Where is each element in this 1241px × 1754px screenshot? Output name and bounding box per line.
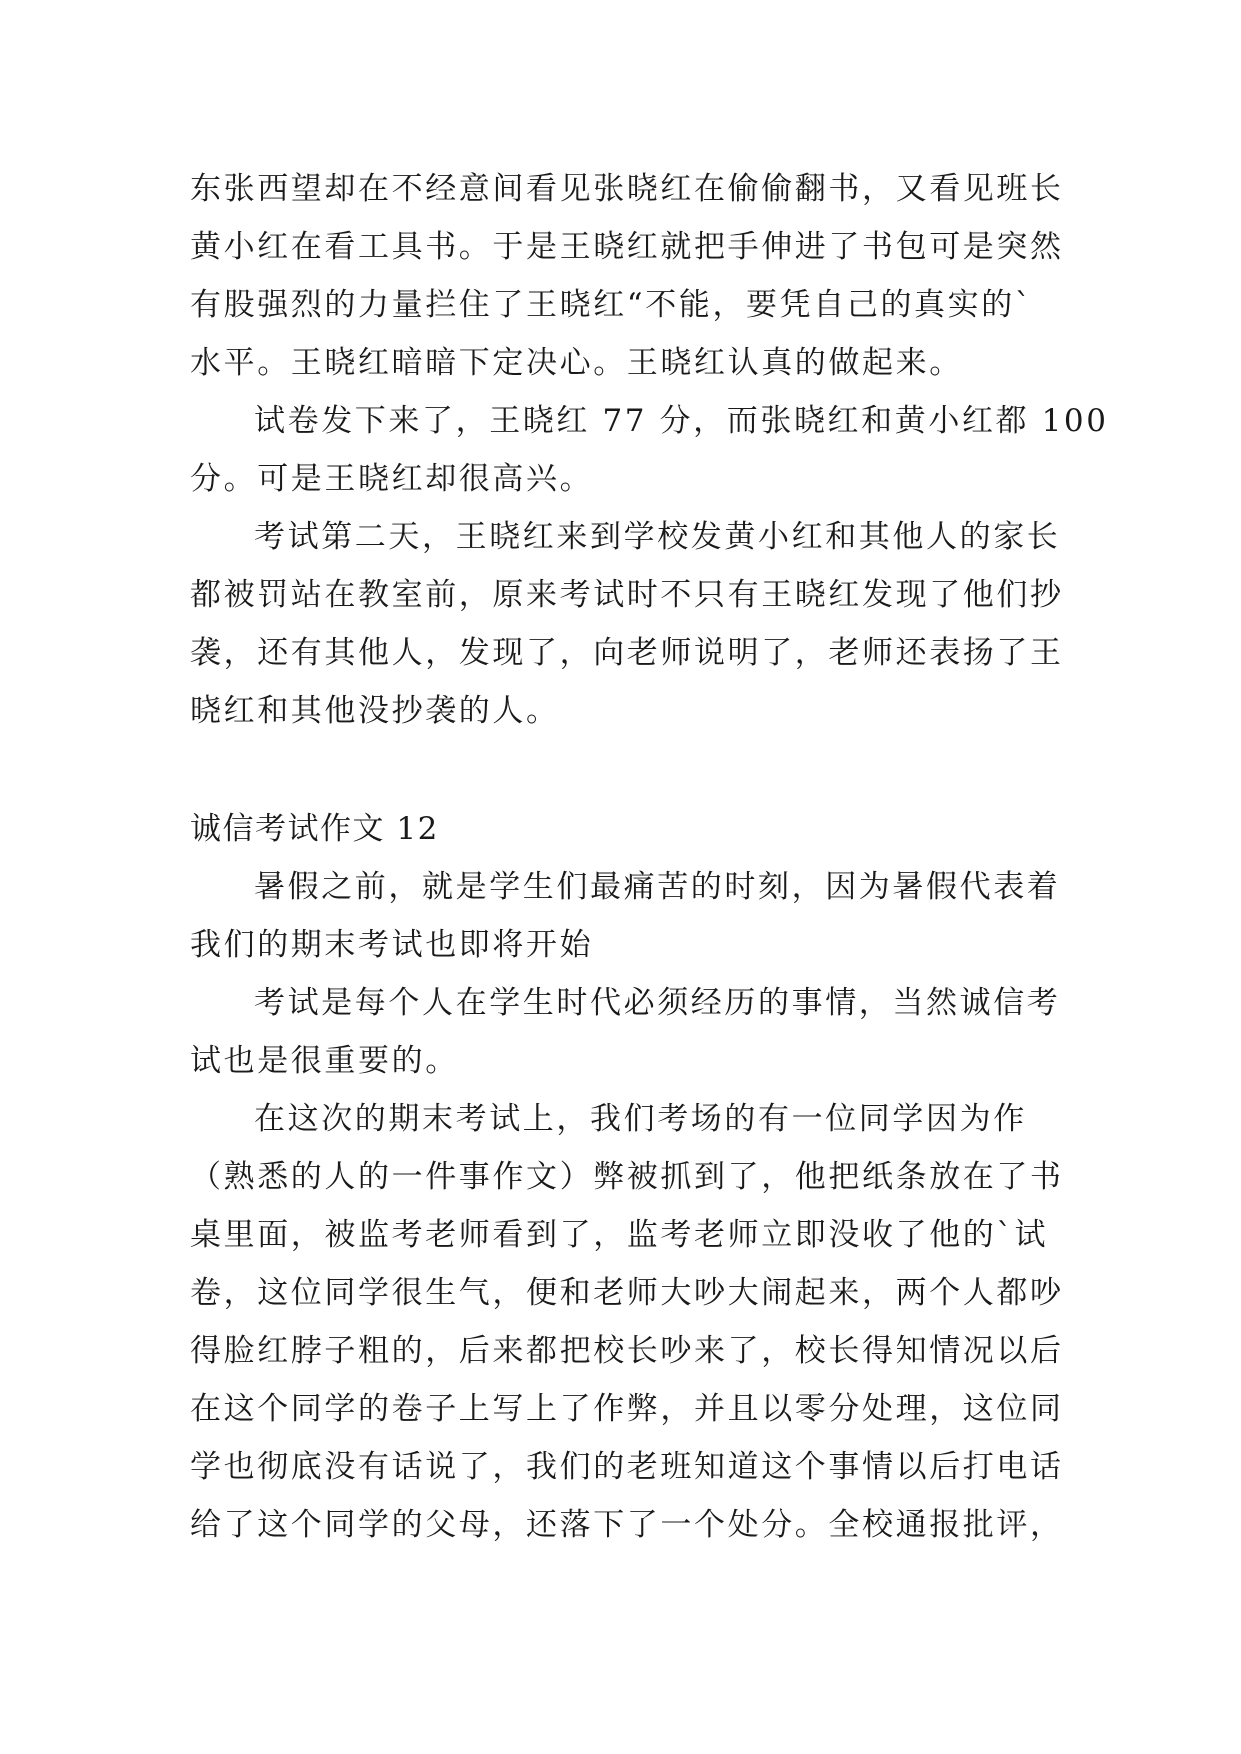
text-line: 桌里面，被监考老师看到了，监考老师立即没收了他的`试 <box>190 1217 1049 1253</box>
text-line: 给了这个同学的父母，还落下了一个处分。全校通报批评， <box>190 1507 1064 1543</box>
text-line: 学也彻底没有话说了，我们的老班知道这个事情以后打电话 <box>190 1449 1064 1485</box>
section-title: 诚信考试作文 12 <box>190 811 439 847</box>
text-line: 东张西望却在不经意间看见张晓红在偷偷翻书，又看见班长 <box>190 171 1064 207</box>
document-body <box>190 160 1109 1554</box>
text-line: 有股强烈的力量拦住了王晓红“不能，要凭自己的真实的` <box>190 287 1033 323</box>
text-line: 晓红和其他没抄袭的人。 <box>190 693 560 729</box>
paragraph-2 <box>190 392 1109 508</box>
text-line: 分。可是王晓红却很高兴。 <box>190 461 594 497</box>
text-line: 袭，还有其他人，发现了，向老师说明了，老师还表扬了王 <box>190 635 1064 671</box>
text-line: 水平。王晓红暗暗下定决心。王晓红认真的做起来。 <box>190 345 963 381</box>
text-line: 暑假之前，就是学生们最痛苦的时刻，因为暑假代表着 <box>254 869 1061 905</box>
paragraph-3 <box>190 508 1064 740</box>
paragraph-1 <box>190 160 1064 392</box>
paragraph-4 <box>190 858 1061 974</box>
text-line: 得脸红脖子粗的，后来都把校长吵来了，校长得知情况以后 <box>190 1333 1064 1369</box>
text-line: 卷，这位同学很生气，便和老师大吵大闹起来，两个人都吵 <box>190 1275 1064 1311</box>
text-line: 我们的期末考试也即将开始 <box>190 927 594 963</box>
text-line: 考试第二天，王晓红来到学校发黄小红和其他人的家长 <box>254 519 1061 555</box>
text-line: 都被罚站在教室前，原来考试时不只有王晓红发现了他们抄 <box>190 577 1064 613</box>
section-gap <box>190 740 1050 800</box>
text-line: 在这个同学的卷子上写上了作弊，并且以零分处理，这位同 <box>190 1391 1064 1427</box>
text-line: 黄小红在看工具书。于是王晓红就把手伸进了书包可是突然 <box>190 229 1064 265</box>
text-line: 试也是很重要的。 <box>190 1043 459 1079</box>
paragraph-5 <box>190 974 1061 1090</box>
text-line: 在这次的期末考试上，我们考场的有一位同学因为作 <box>254 1101 1027 1137</box>
text-line: （熟悉的人的一件事作文）弊被抓到了，他把纸条放在了书 <box>190 1159 1064 1195</box>
text-line: 考试是每个人在学生时代必须经历的事情，当然诚信考 <box>254 985 1061 1021</box>
text-line: 试卷发下来了，王晓红 77 分，而张晓红和黄小红都 100 <box>254 403 1109 439</box>
paragraph-6 <box>190 1090 1064 1554</box>
